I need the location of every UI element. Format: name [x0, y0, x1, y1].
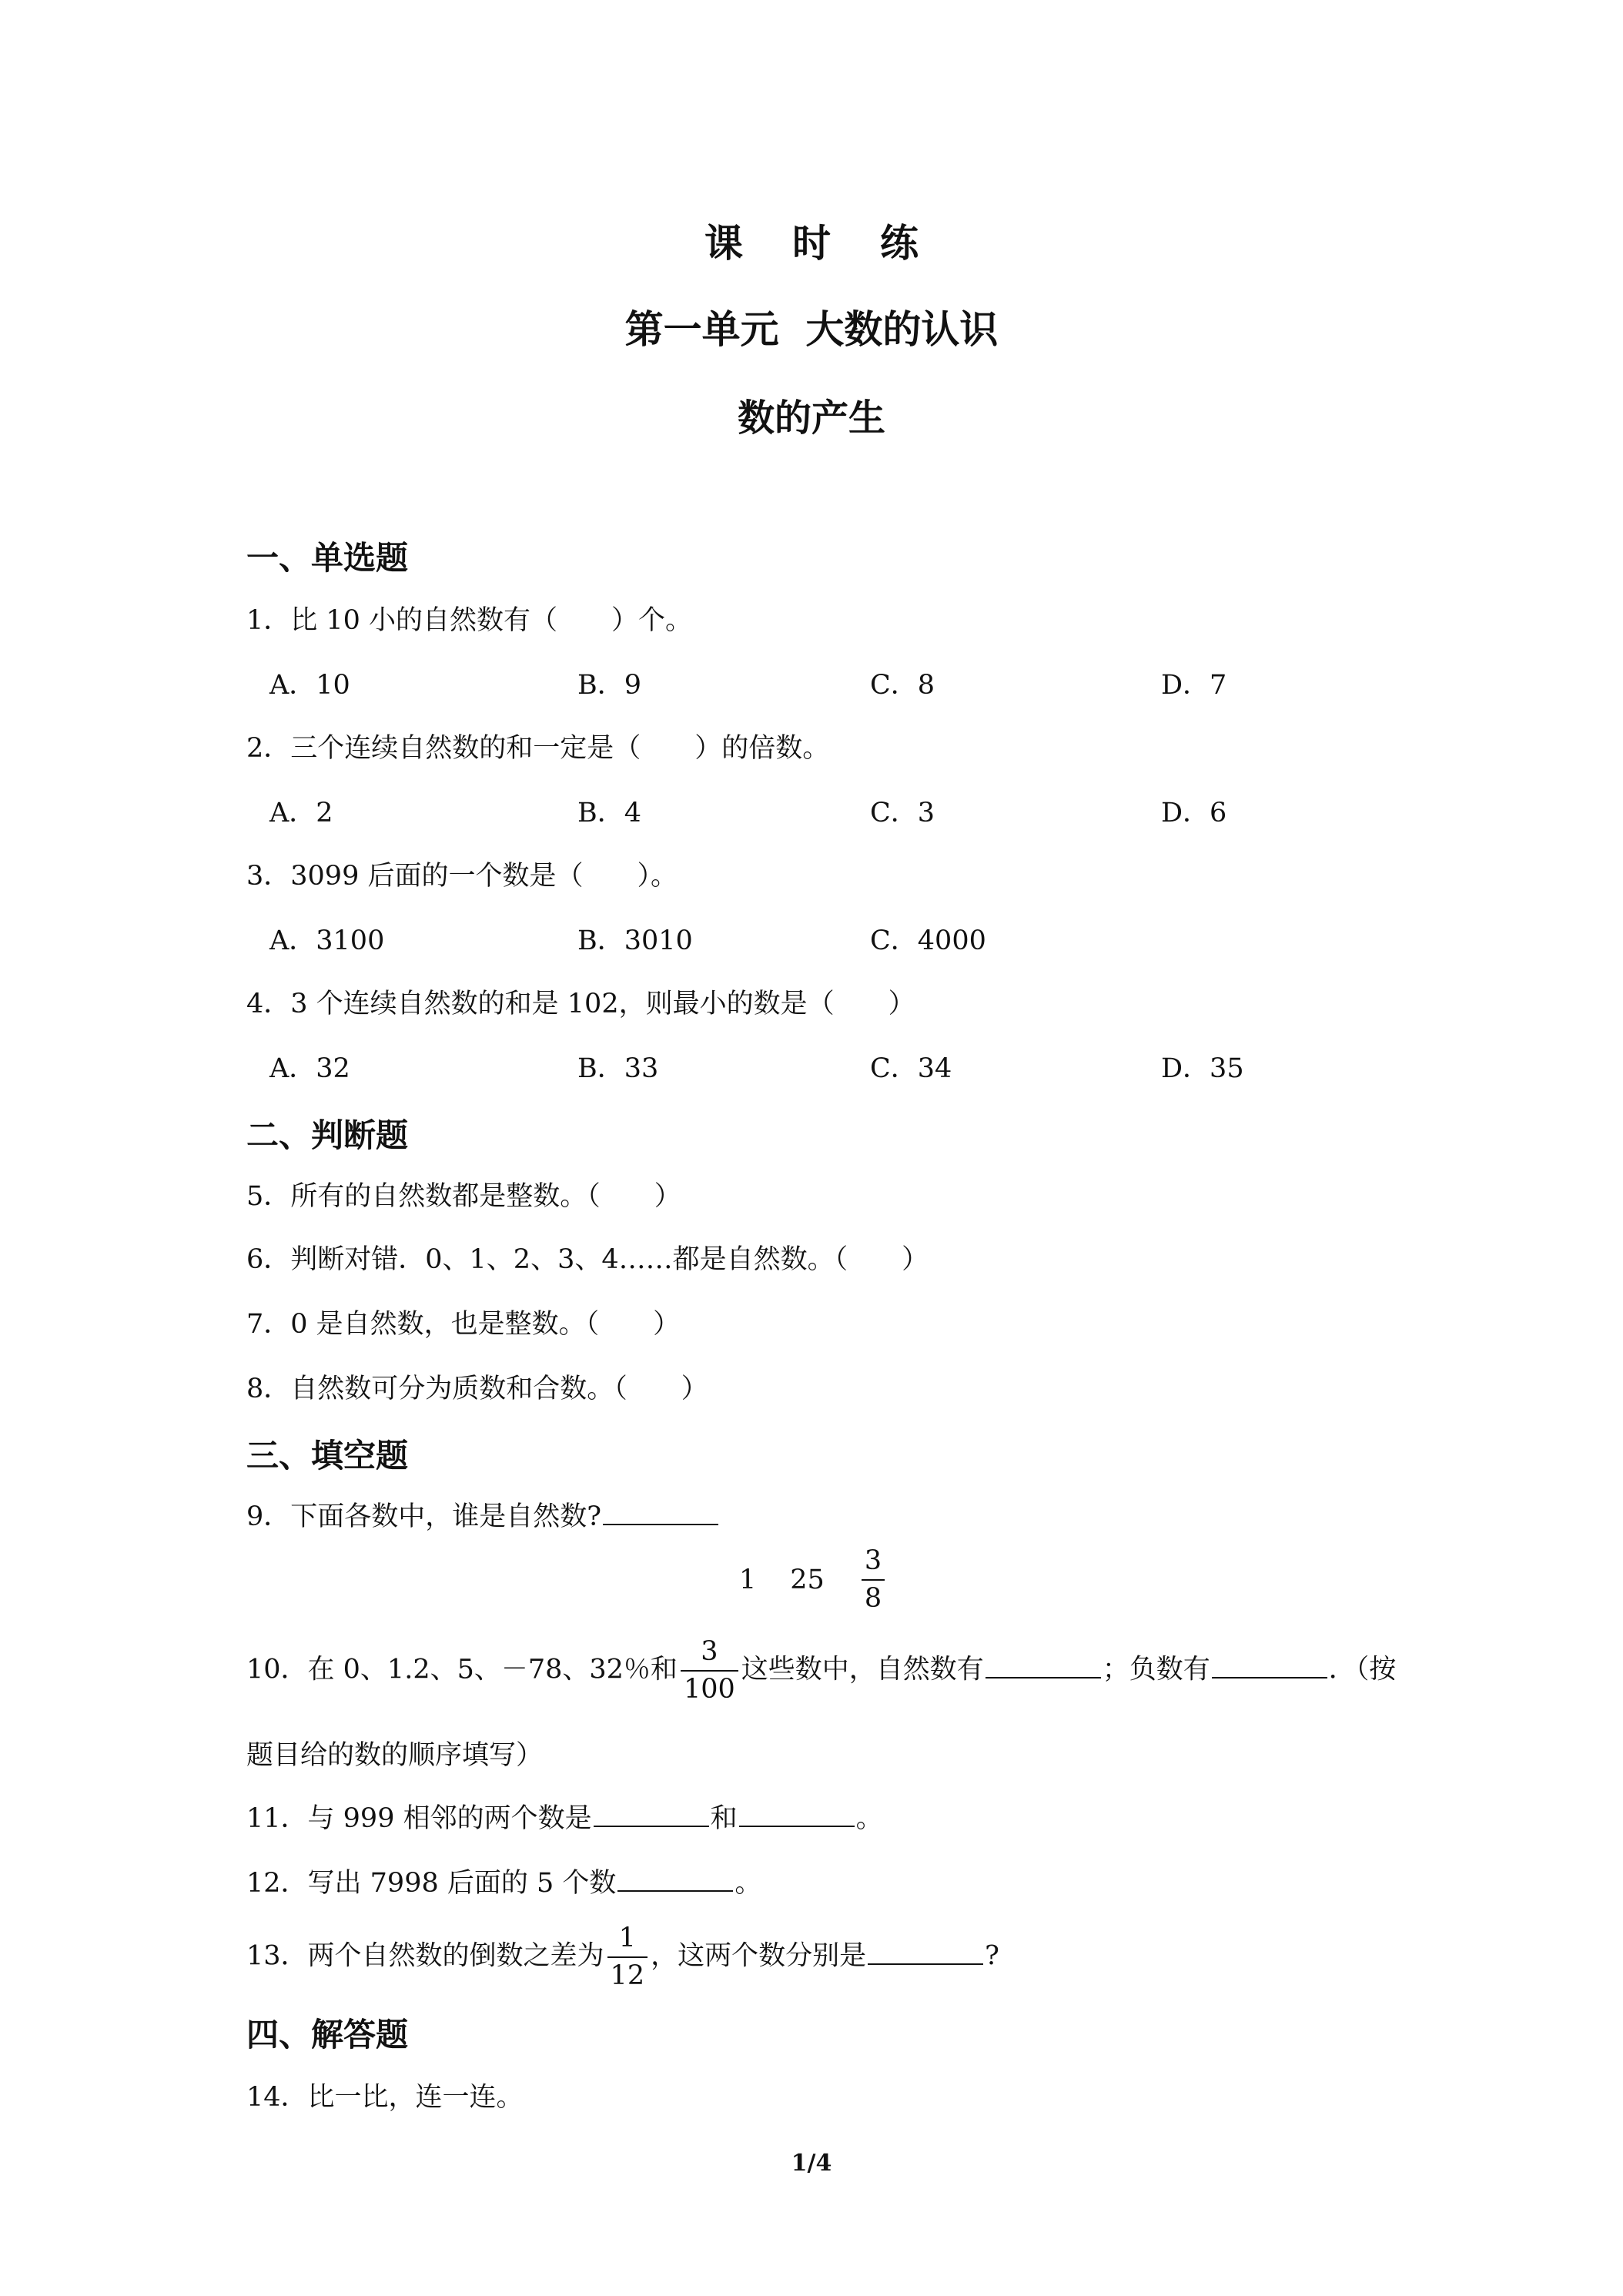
fraction: [607, 1925, 648, 1990]
question-5: 5．所有的自然数都是整数。（ ）: [246, 1181, 681, 1212]
number: 1: [739, 1565, 757, 1595]
question-2: 2．三个连续自然数的和一定是（ ）的倍数。: [246, 733, 830, 764]
option-a: A．10: [269, 670, 350, 701]
option-b: B．4: [577, 798, 641, 828]
fraction: [681, 1638, 738, 1703]
question-13: [246, 1925, 999, 1990]
fraction: [862, 1545, 885, 1614]
question-3: 3．3099 后面的一个数是（ ）。: [246, 861, 678, 892]
option-d: D．6: [1161, 798, 1227, 828]
question-4-options: [269, 1047, 1424, 1086]
option-c: C．34: [870, 1053, 952, 1084]
answer-blank[interactable]: [617, 1867, 733, 1892]
question-13-text: ?: [985, 1940, 999, 1972]
section-heading: 四、解答题: [246, 2016, 409, 2053]
question-10-text: 这些数中，自然数有: [741, 1654, 984, 1685]
question-12-text: 12．写出 7998 后面的 5 个数: [246, 1868, 617, 1899]
question-11: [246, 1797, 883, 1836]
option-a: A．2: [269, 798, 333, 828]
question-9-numbers: [739, 1545, 888, 1614]
title-char: 练: [880, 220, 919, 266]
answer-blank[interactable]: [594, 1802, 709, 1827]
lesson-title: 数的产生: [737, 397, 885, 440]
number: 25: [790, 1565, 825, 1595]
question-4: 4．3 个连续自然数的和是 102，则最小的数是（ ）: [246, 989, 915, 1019]
page-number: 1/4: [791, 2150, 832, 2177]
question-12: [246, 1862, 761, 1900]
title-char: 课: [704, 220, 743, 266]
question-10: [246, 1638, 1396, 1703]
question-13-text: 13．两个自然数的倒数之差为: [246, 1940, 604, 1972]
option-a: A．3100: [269, 925, 385, 956]
option-d: D．35: [1161, 1053, 1244, 1084]
title-char: 时: [792, 220, 831, 266]
option-c: C．4000: [870, 925, 986, 956]
question-3-options: [269, 919, 1424, 958]
question-10-text: 10．在 0、1.2、5、－78、32％和: [246, 1654, 678, 1685]
question-8: 8．自然数可分为质数和合数。（ ）: [246, 1374, 708, 1404]
option-b: B．33: [577, 1053, 659, 1084]
option-d: D．7: [1161, 670, 1227, 701]
answer-blank[interactable]: [603, 1501, 718, 1525]
question-10-continued: 题目给的数的顺序填写）: [246, 1740, 544, 1771]
option-b: B．9: [577, 670, 641, 701]
answer-blank[interactable]: [868, 1940, 983, 1965]
fraction-numerator: 3: [681, 1638, 738, 1672]
section-heading: 一、单选题: [246, 539, 409, 577]
answer-blank[interactable]: [739, 1802, 855, 1827]
question-2-options: [269, 792, 1424, 830]
fraction-denominator: 8: [864, 1583, 882, 1614]
question-11-text: 11．与 999 相邻的两个数是: [246, 1803, 592, 1834]
fraction-numerator: 1: [607, 1925, 648, 1958]
question-10-text: ；负数有: [1102, 1654, 1210, 1685]
fraction-denominator: 100: [683, 1674, 735, 1705]
option-c: C．8: [870, 670, 935, 701]
fraction-numerator: 3: [862, 1548, 885, 1581]
question-9-text: 9．下面各数中，谁是自然数?: [246, 1501, 602, 1532]
option-c: C．3: [870, 798, 935, 828]
question-1: 1．比 10 小的自然数有（ ）个。: [246, 605, 693, 636]
question-12-text: 。: [735, 1868, 762, 1899]
section-heading: 三、填空题: [246, 1437, 409, 1474]
section-heading: 二、判断题: [246, 1116, 409, 1154]
answer-blank[interactable]: [1212, 1654, 1327, 1678]
option-a: A．32: [269, 1053, 350, 1084]
question-10-text: ．（按: [1328, 1654, 1397, 1685]
question-11-text: 。: [855, 1803, 883, 1834]
page-title: [0, 213, 1623, 268]
question-13-text: ，这两个数分别是: [651, 1940, 867, 1972]
question-9: [246, 1495, 720, 1534]
unit-title: 第一单元 大数的认识: [624, 306, 999, 352]
answer-blank[interactable]: [986, 1654, 1101, 1678]
question-7: 7．0 是自然数，也是整数。（ ）: [246, 1309, 681, 1340]
option-b: B．3010: [577, 925, 693, 956]
question-1-options: [269, 664, 1424, 702]
question-6: 6．判断对错．0、1、2、3、4……都是自然数。（ ）: [246, 1244, 929, 1275]
question-11-text: 和: [710, 1803, 738, 1834]
question-14: 14．比一比，连一连。: [246, 2082, 524, 2113]
fraction-denominator: 12: [610, 1960, 645, 1991]
